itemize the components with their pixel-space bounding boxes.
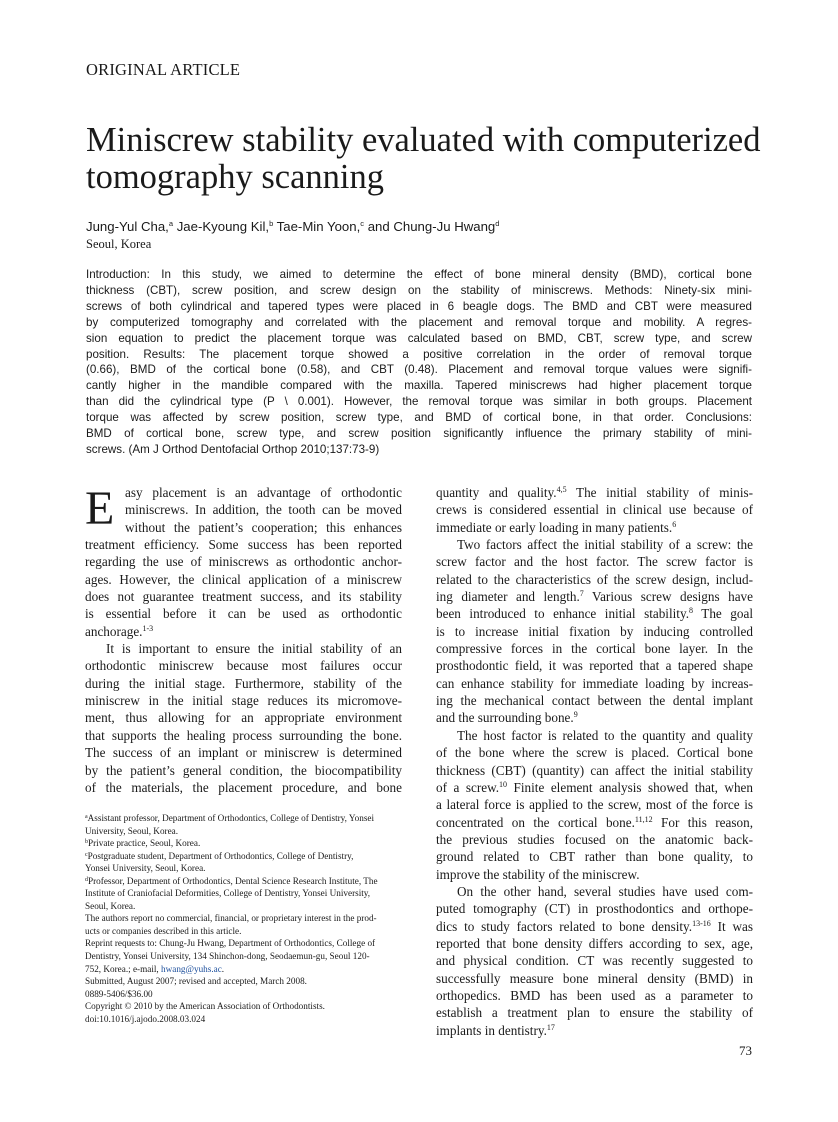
body-text-line bbox=[85, 588, 402, 605]
text-run: implants in dentistry. bbox=[436, 1022, 547, 1038]
text-run: concentrated on the cortical bone. bbox=[436, 814, 635, 830]
body-text-line bbox=[436, 484, 753, 501]
footnote-line bbox=[85, 975, 405, 988]
body-text-line bbox=[436, 796, 753, 813]
footnote-marker: a bbox=[85, 814, 88, 820]
body-text-line bbox=[436, 588, 753, 605]
body-text-line bbox=[85, 623, 402, 640]
body-text-line bbox=[436, 970, 753, 987]
text-run: does not guarantee treatment success, and its stability bbox=[85, 589, 402, 605]
text-run: The host factor is related to the quantity and quality bbox=[457, 727, 753, 743]
affiliation-marker: d bbox=[495, 219, 500, 228]
text-run: treatment efficiency. Some success has been reported bbox=[85, 537, 402, 553]
text-run: successfully measure bone mineral density (BMD) in bbox=[436, 970, 753, 986]
citation-ref: 7 bbox=[579, 589, 584, 599]
email-link[interactable]: hwang@yuhs.ac bbox=[161, 963, 222, 974]
text-run: On the other hand, several studies have used com- bbox=[457, 883, 753, 899]
footnote-text: 752, Korea.; e-mail, bbox=[85, 963, 162, 974]
footnote-text: Seoul, Korea. bbox=[85, 900, 136, 911]
body-text-line bbox=[436, 623, 753, 640]
author-location: Seoul, Korea bbox=[86, 237, 152, 251]
body-column-left bbox=[85, 484, 402, 796]
body-text-line bbox=[436, 779, 753, 796]
text-run: The success of an implant or miniscrew is determined bbox=[85, 745, 402, 761]
body-text-line bbox=[436, 571, 753, 588]
text-run: crews is considered essential in clinical use because of bbox=[436, 502, 753, 518]
text-run: puted tomography (CT) in prosthodontics and orthope- bbox=[436, 901, 753, 917]
author-name: and Chung-Ju Hwang bbox=[367, 219, 496, 234]
body-text-line bbox=[436, 692, 753, 709]
body-text-line bbox=[85, 709, 402, 726]
body-text-line bbox=[85, 762, 402, 779]
text-run: It is important to ensure the initial stability of an bbox=[106, 641, 402, 657]
footnote-text: ucts or companies described in this article. bbox=[85, 925, 242, 936]
text-run: miniscrews. In addition, the tooth can be moved bbox=[125, 502, 402, 518]
body-text-line bbox=[436, 900, 753, 917]
citation-ref: 10 bbox=[499, 779, 508, 789]
text-run: The goal bbox=[693, 606, 753, 622]
text-run: prosthodontic field, it was reported that a tapered shape bbox=[436, 658, 753, 674]
text-run: immediate or early loading in many patients. bbox=[436, 519, 673, 535]
body-text-line bbox=[85, 536, 402, 553]
footnote-marker: b bbox=[85, 839, 88, 846]
affiliation-marker: c bbox=[360, 219, 365, 228]
text-run: of a screw. bbox=[436, 779, 500, 795]
footnote-marker: c bbox=[85, 851, 88, 858]
abstract-line: than did the cylindrical type (P \ 0.001). However, the removal torque was similar in both groups. Placement bbox=[86, 395, 752, 409]
body-text-line bbox=[436, 883, 753, 900]
text-run: reported that bone density differs according to sex, age, bbox=[436, 935, 753, 951]
text-run: compressive forces in the cortical bone layer. In the bbox=[436, 641, 753, 657]
body-text-line bbox=[85, 657, 402, 674]
text-run: a lateral force is applied to the screw, most of the force is bbox=[436, 797, 753, 813]
text-run: Various screw designs have bbox=[583, 589, 753, 605]
footnote-line bbox=[85, 912, 405, 925]
footnote-text: Reprint requests to: Chung-Ju Hwang, Department of Orthodontics, College of bbox=[85, 938, 376, 949]
text-run: during the initial stage. Furthermore, stability of the bbox=[85, 675, 402, 691]
body-text-line bbox=[85, 640, 402, 657]
body-text-line bbox=[85, 744, 402, 761]
body-text-line bbox=[85, 692, 402, 709]
footnote-line bbox=[85, 887, 405, 900]
text-run: that supports the healing process surrounding the bone. bbox=[85, 727, 402, 743]
body-text-line bbox=[436, 519, 753, 536]
abstract-line: Introduction: In this study, we aimed to determine the effect of bone mineral density (BMD), cortical bone bbox=[86, 268, 752, 281]
text-run: of the bone where the screw is placed. Cortical bone bbox=[436, 745, 753, 761]
author-list bbox=[86, 219, 499, 234]
text-run: the previous studies focused on the anatomic back- bbox=[436, 831, 753, 847]
footnote-line bbox=[85, 862, 405, 875]
text-run: of the materials, the placement procedure, and bone bbox=[85, 779, 402, 795]
text-run: dics to study factors related to bone density. bbox=[436, 918, 693, 934]
text-run: miniscrew in the initial stage reduces its micromove- bbox=[85, 693, 402, 709]
author-name: Tae-Min Yoon, bbox=[276, 219, 361, 234]
text-run: can enhance stability for immediate loading by increas- bbox=[436, 675, 753, 691]
footnote-text: The authors report no commercial, financial, or proprietary interest in the prod- bbox=[85, 913, 377, 924]
body-text-line bbox=[436, 987, 753, 1004]
citation-ref: 17 bbox=[546, 1022, 555, 1032]
citation-ref: 6 bbox=[672, 519, 677, 529]
body-text-line bbox=[436, 1004, 753, 1021]
text-run: is essential before it can be used as orthodontic bbox=[85, 606, 402, 622]
citation-ref: 8 bbox=[689, 606, 693, 616]
text-run: ages. However, the clinical application of a miniscrew bbox=[85, 571, 402, 587]
footnote-line bbox=[85, 963, 405, 976]
text-run: orthodontic miniscrew because most failures occur bbox=[85, 658, 402, 674]
footnotes bbox=[85, 812, 405, 1025]
body-text-line bbox=[85, 727, 402, 744]
citation-ref: 13-16 bbox=[692, 918, 711, 928]
affiliation-marker: b bbox=[269, 219, 274, 228]
footnote-line bbox=[85, 937, 405, 950]
text-run: The initial stability of minis- bbox=[566, 485, 754, 500]
abstract-line: cantly higher in the mandible compared with the maxilla. Tapered miniscrews had higher placement torque bbox=[86, 379, 752, 393]
body-text-line bbox=[85, 501, 402, 518]
text-run: Finite element analysis showed that, when bbox=[507, 779, 753, 795]
body-text-line bbox=[436, 918, 753, 935]
abstract-line: (0.66), BMD of the cortical bone (0.58), and CBT (0.48). Placement and removal torque values were signifi- bbox=[86, 363, 752, 377]
citation-ref: 1-3 bbox=[142, 623, 154, 633]
text-run: ment, thus allowing for an appropriate environment bbox=[85, 710, 402, 726]
section-label: ORIGINAL ARTICLE bbox=[86, 60, 241, 79]
body-text-line bbox=[436, 866, 753, 883]
body-text-line bbox=[85, 605, 402, 622]
footnote-text: doi:10.1016/j.ajodo.2008.03.024 bbox=[85, 1013, 206, 1024]
body-text-line bbox=[436, 935, 753, 952]
article-title: Miniscrew stability evaluated with computerized tomography scanning bbox=[86, 121, 761, 196]
footnote-text: Dentistry, Yonsei University, 134 Shinchon-dong, Seodaemun-gu, Seoul 120- bbox=[85, 951, 370, 962]
text-run: and the surrounding bone. bbox=[436, 710, 574, 726]
body-text-line bbox=[85, 675, 402, 692]
body-text-line bbox=[436, 657, 753, 674]
abstract-line: sion equation to predict the placement torque was calculated based on BMD, CBT, screw type, and screw bbox=[86, 331, 752, 345]
body-text-line bbox=[85, 571, 402, 588]
footnote-text: Professor, Department of Orthodontics, Dental Science Research Institute, The bbox=[88, 875, 378, 886]
footnote-line bbox=[85, 825, 405, 838]
abstract-line: thickness (CBT), screw position, and screw design on the stability of miniscrews. Methods: Ninety-six mini- bbox=[86, 283, 752, 297]
drop-cap: E bbox=[85, 482, 115, 535]
abstract-line: position. Results: The placement torque showed a positive correlation in the order of removal torque bbox=[86, 347, 752, 361]
footnote-line bbox=[85, 950, 405, 963]
text-run: establish a treatment plan to ensure the stability of bbox=[436, 1005, 753, 1021]
abstract-line: BMD of cortical bone, screw type, and screw position significantly influence the primary stability of mini- bbox=[86, 427, 752, 441]
body-text-line bbox=[436, 762, 753, 779]
text-run: is to increase initial fixation by inducing controlled bbox=[436, 623, 753, 639]
text-run: Two factors affect the initial stability of a screw: the bbox=[457, 537, 753, 553]
abstract-line: screws. (Am J Orthod Dentofacial Orthop 2010;137:73-9) bbox=[86, 442, 380, 456]
abstract-line: torque was affected by screw position, screw type, and BMD of cortical bone, in that order. Conclusions: bbox=[86, 411, 752, 425]
text-run: screw factor and the host factor. The screw factor is bbox=[436, 554, 753, 570]
body-text-line bbox=[436, 814, 753, 831]
footnote-marker: d bbox=[85, 876, 88, 883]
footnote-text: Submitted, August 2007; revised and accepted, March 2008. bbox=[85, 976, 307, 987]
body-text-line bbox=[436, 536, 753, 553]
text-run: regarding the use of miniscrews as orthodontic anchor- bbox=[85, 554, 402, 570]
footnote-line bbox=[85, 875, 405, 888]
footnote-line bbox=[85, 900, 405, 913]
text-run: related to the characteristics of the screw design, includ- bbox=[436, 571, 753, 587]
footnote-line bbox=[85, 850, 405, 863]
abstract-line: screws of both cylindrical and tapered types were placed in 6 beagle dogs. The BMD and CBT were measured bbox=[86, 299, 752, 313]
footnote-text: Institute of Craniofacial Deformities, College of Dentistry, Yonsei University, bbox=[85, 888, 371, 899]
author-name: Jung-Yul Cha, bbox=[86, 219, 169, 234]
body-text-line bbox=[85, 484, 402, 501]
body-text-line bbox=[436, 831, 753, 848]
text-run: and physical condition. CT was recently suggested to bbox=[436, 953, 753, 969]
page-number: 73 bbox=[739, 1043, 752, 1058]
footnote-text: . bbox=[221, 963, 225, 974]
body-text-line bbox=[85, 779, 402, 796]
footnote-text: 0889-5406/$36.00 bbox=[85, 988, 153, 999]
text-run: by the patient’s general condition, the biocompatibility bbox=[85, 762, 402, 778]
citation-ref: 11,12 bbox=[634, 814, 653, 824]
text-run: ing diameter and length. bbox=[436, 589, 580, 605]
footnote-line bbox=[85, 1000, 405, 1013]
body-text-line bbox=[436, 640, 753, 657]
affiliation-marker: a bbox=[168, 219, 174, 228]
body-text-line bbox=[436, 727, 753, 744]
text-run: For this reason, bbox=[652, 814, 753, 830]
body-text-line bbox=[436, 744, 753, 761]
text-run: ing the mechanical contact between the dental implant bbox=[436, 693, 753, 709]
footnote-line bbox=[85, 925, 405, 938]
text-run: asy placement is an advantage of orthodontic bbox=[125, 485, 402, 500]
citation-ref: 9 bbox=[573, 710, 578, 720]
body-text-line bbox=[436, 1022, 753, 1039]
author-name: Jae-Kyoung Kil, bbox=[176, 219, 270, 234]
footnote-text: Copyright © 2010 by the American Association of Orthodontists. bbox=[85, 1001, 325, 1012]
body-text-line bbox=[85, 519, 402, 536]
body-text-line bbox=[436, 605, 753, 622]
text-run: thickness (CBT) (quantity) can affect the initial stability bbox=[436, 762, 753, 778]
body-text-line bbox=[436, 501, 753, 518]
text-run: without the patient’s cooperation; this enhances bbox=[125, 519, 402, 535]
abstract-line: by computerized tomography and correlated with the placement and removal torque and mobility. A regres- bbox=[86, 315, 752, 329]
text-run: anchorage. bbox=[85, 623, 143, 639]
text-run: It was bbox=[710, 918, 753, 934]
body-column-right bbox=[436, 484, 753, 1039]
body-text-line bbox=[436, 709, 753, 726]
text-run: quantity and quality. bbox=[436, 485, 557, 500]
body-text-line bbox=[436, 952, 753, 969]
footnote-line bbox=[85, 837, 405, 850]
text-run: orthopedics. BMD has been used as a parameter to bbox=[436, 987, 753, 1003]
footnote-line bbox=[85, 988, 405, 1001]
text-run: been introduced to enhance initial stability. bbox=[436, 606, 689, 622]
body-text-line bbox=[436, 553, 753, 570]
citation-ref: 4,5 bbox=[556, 485, 567, 494]
abstract bbox=[86, 267, 752, 458]
text-run: improve the stability of the miniscrew. bbox=[436, 866, 640, 882]
footnote-text: University, Seoul, Korea. bbox=[85, 825, 179, 836]
text-run: ground related to CBT rather than bone quality, to bbox=[436, 849, 753, 865]
footnote-text: Private practice, Seoul, Korea. bbox=[88, 838, 201, 849]
footnote-line bbox=[85, 1013, 405, 1026]
footnote-text: Assistant professor, Department of Orthodontics, College of Dentistry, Yonsei bbox=[87, 813, 375, 823]
body-text-line bbox=[436, 848, 753, 865]
footnote-text: Yonsei University, Seoul, Korea. bbox=[85, 863, 206, 874]
body-text-line bbox=[85, 553, 402, 570]
footnote-text: Postgraduate student, Department of Orthodontics, College of Dentistry, bbox=[87, 850, 354, 861]
footnote-line bbox=[85, 812, 405, 825]
body-text-line bbox=[436, 675, 753, 692]
